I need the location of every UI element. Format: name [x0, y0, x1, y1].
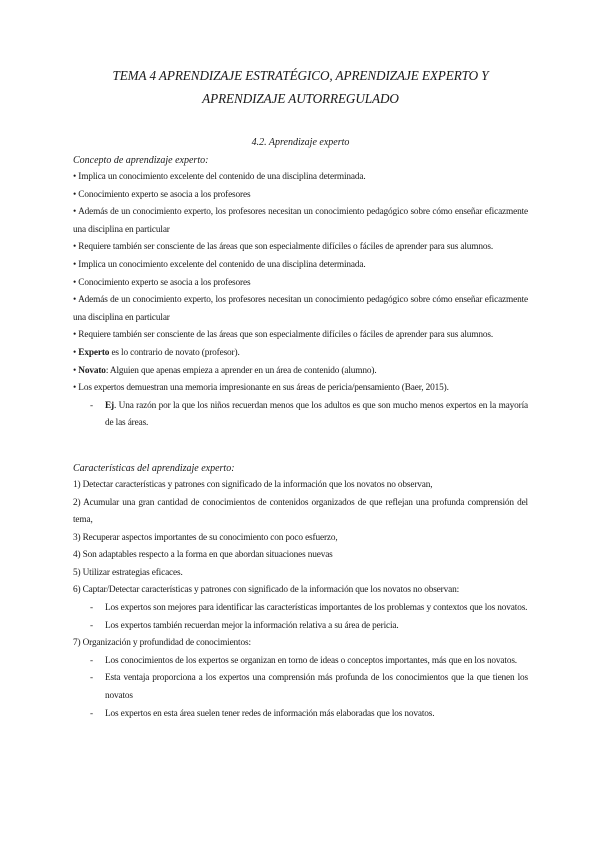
characteristic-subitem: - Los expertos en esta área suelen tener redes de información más elaboradas que los novatos.	[90, 708, 435, 719]
characteristic-subitem: - Los expertos también recuerdan mejor la información relativa a su área de pericia.	[90, 620, 399, 631]
characteristic-subitem: - Esta ventaja proporciona a los expertos una comprensión más profunda de los conocimientos que la que tienen los novatos	[90, 673, 528, 702]
characteristic-item: 5) Utilizar estrategias eficaces.	[73, 567, 183, 578]
concept-item: • Requiere también ser consciente de las áreas que son especialmente difíciles o fáciles de aprender para sus alumnos.	[73, 330, 494, 341]
concept-item: • Además de un conocimiento experto, los profesores necesitan un conocimiento pedagógico sobre cómo enseñar eficazmente una disciplina en particular	[73, 207, 528, 235]
concept-item: • Conocimiento experto se asocia a los profesores	[73, 277, 251, 288]
concept-item: • Implica un conocimiento excelente del contenido de una disciplina determinada.	[73, 259, 366, 270]
characteristic-item: 7) Organización y profundidad de conocimientos:	[73, 638, 251, 649]
characteristic-item: 1) Detectar características y patrones con significado de la información que los novatos no observan,	[73, 479, 433, 490]
characteristic-subitem: - Los conocimientos de los expertos se organizan en torno de ideas o conceptos importantes, más que en los novatos.	[90, 655, 517, 666]
title-line-2: APRENDIZAJE AUTORREGULADO	[202, 91, 399, 106]
section-subtitle: 4.2. Aprendizaje experto	[251, 137, 350, 148]
concept-heading: Concepto de aprendizaje experto:	[73, 155, 209, 166]
concept-item: • Requiere también ser consciente de las áreas que son especialmente difíciles o fáciles de aprender para sus alumnos.	[73, 242, 494, 253]
concept-item: • Los expertos demuestran una memoria impresionante en sus áreas de pericia/pensamiento (Baer, 2015).	[73, 383, 449, 394]
concept-item: • Además de un conocimiento experto, los profesores necesitan un conocimiento pedagógico sobre cómo enseñar eficazmente una disciplina en particular	[73, 295, 528, 323]
concept-list	[73, 169, 528, 433]
concept-item: • Conocimiento experto se asocia a los profesores	[73, 189, 251, 200]
characteristics-list	[73, 477, 528, 723]
document-page	[73, 64, 528, 723]
characteristic-item: 6) Captar/Detectar características y patrones con significado de la información que los novatos no observan:	[73, 585, 460, 596]
characteristic-item: 3) Recuperar aspectos importantes de su conocimiento con poco esfuerzo,	[73, 532, 338, 543]
characteristics-heading: Características del aprendizaje experto:	[73, 462, 235, 474]
document-title	[73, 64, 528, 110]
characteristic-item: 4) Son adaptables respecto a la forma en que abordan situaciones nuevas	[73, 550, 333, 561]
concept-subitem: - Ej. Una razón por la que los niños recuerdan menos que los adultos es que son mucho menos expertos en la mayoría de las áreas.	[90, 400, 528, 429]
concept-item: • Experto es lo contrario de novato (profesor).	[73, 347, 240, 358]
concept-item: • Implica un conocimiento excelente del contenido de una disciplina determinada.	[73, 172, 366, 182]
title-line-1: TEMA 4 APRENDIZAJE ESTRATÉGICO, APRENDIZAJE EXPERTO Y	[112, 68, 489, 83]
characteristic-item: 2) Acumular una gran cantidad de conocimientos de contenidos organizados de que reflejan una profunda comprensión del tema,	[73, 497, 528, 526]
characteristic-subitem: - Los expertos son mejores para identificar las características importantes de los problemas y contextos que los novatos.	[90, 603, 528, 614]
concept-item: • Novato: Alguien que apenas empieza a aprender en un área de contenido (alumno).	[73, 365, 377, 376]
